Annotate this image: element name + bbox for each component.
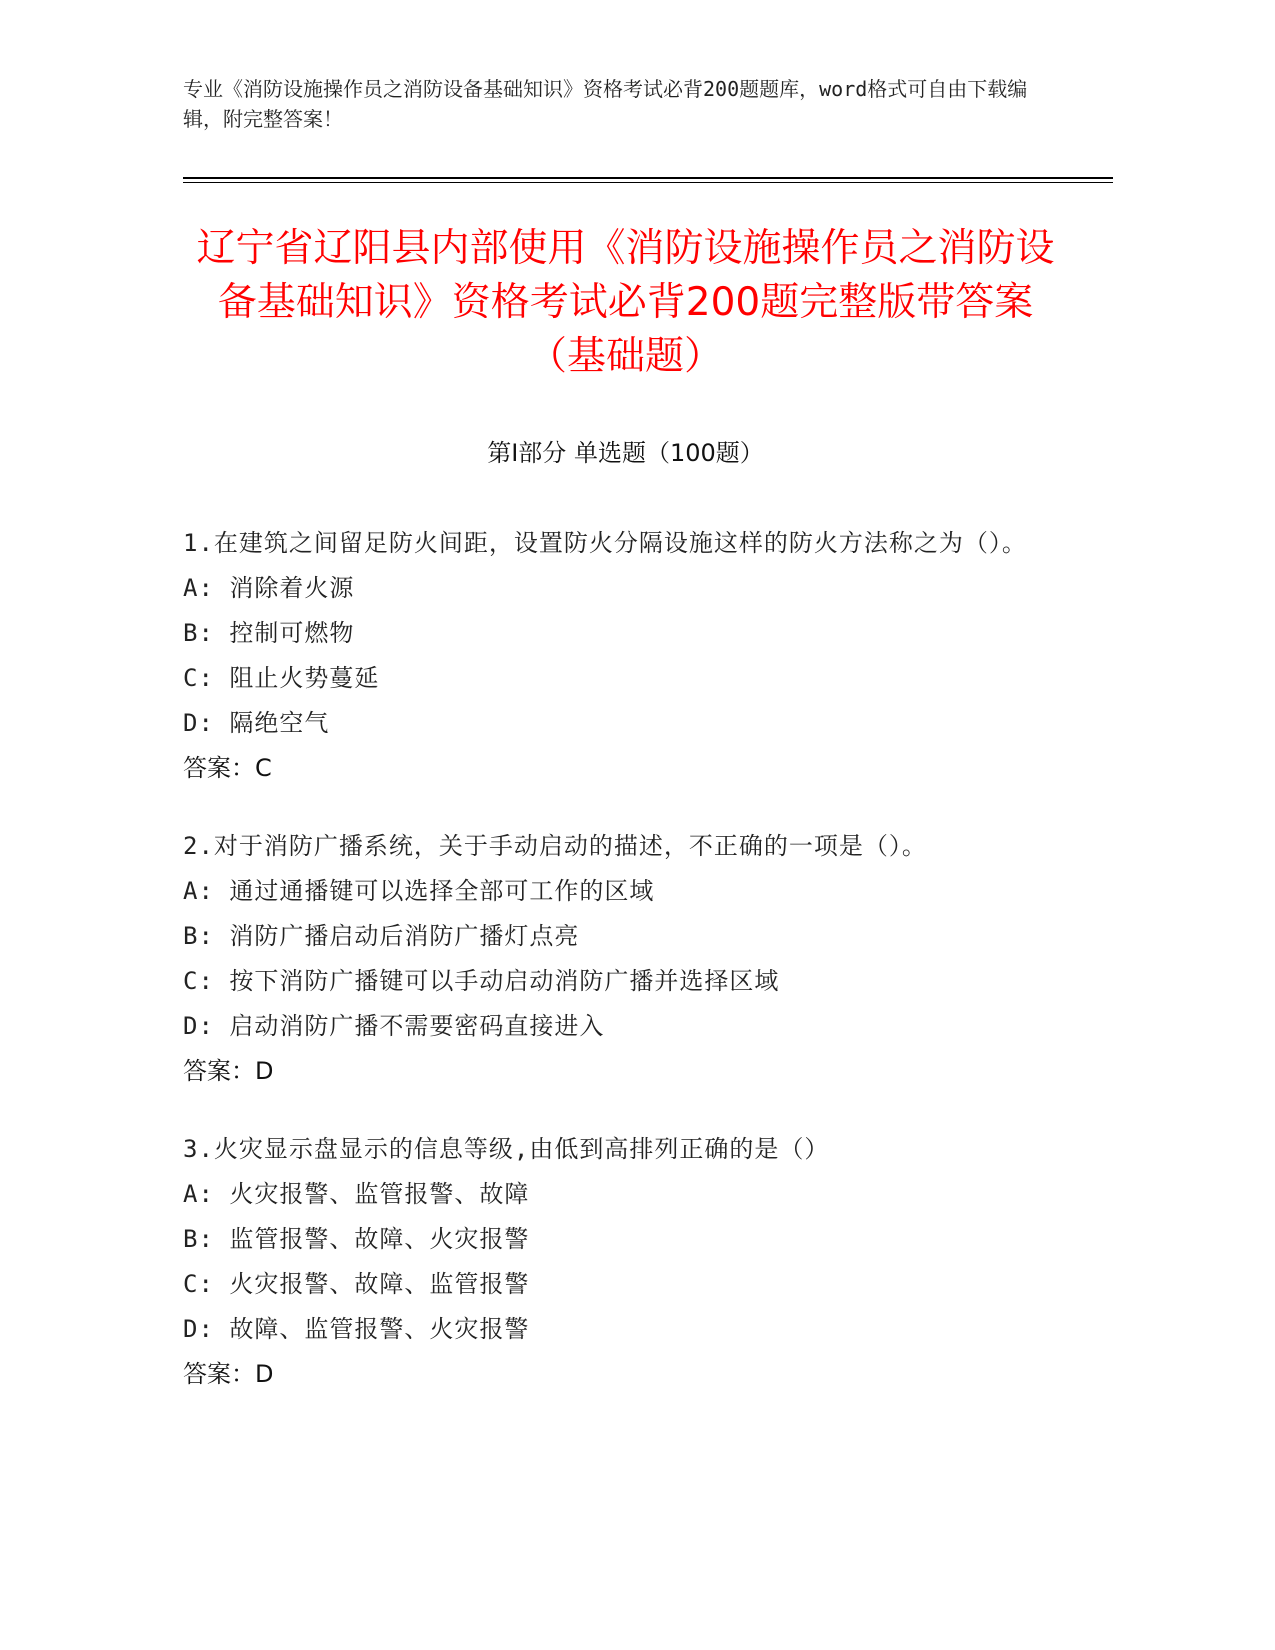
- question-answer: 答案：D: [183, 1360, 274, 1388]
- question-option-d: D: 故障、监管报警、火灾报警: [183, 1315, 530, 1343]
- question-option-c: C: 阻止火势蔓延: [183, 664, 380, 692]
- header-divider-thin: [183, 182, 1113, 183]
- header-divider-thick: [183, 177, 1113, 179]
- header-note: 专业《消防设施操作员之消防设备基础知识》资格考试必背200题题库，word格式可自由下载编辑，附完整答案！: [183, 77, 1028, 131]
- question-option-a: A: 通过通播键可以选择全部可工作的区域: [183, 877, 655, 905]
- question-option-a: A: 消除着火源: [183, 574, 355, 602]
- question-option-b: B: 控制可燃物: [183, 619, 355, 647]
- question-item: [183, 521, 1063, 791]
- question-option-a: A: 火灾报警、监管报警、故障: [183, 1180, 530, 1208]
- question-answer: 答案：C: [183, 754, 272, 782]
- question-option-d: D: 隔绝空气: [183, 709, 330, 737]
- question-list: [183, 521, 1063, 1430]
- question-answer: 答案：D: [183, 1057, 274, 1085]
- question-option-b: B: 消防广播启动后消防广播灯点亮: [183, 922, 580, 950]
- section-heading: 第Ⅰ部分 单选题（100题）: [487, 439, 764, 467]
- question-option-c: C: 火灾报警、故障、监管报警: [183, 1270, 530, 1298]
- question-stem: 3.火灾显示盘显示的信息等级,由低到高排列正确的是（）: [183, 1135, 830, 1163]
- question-item: [183, 1127, 1063, 1397]
- question-stem: 1.在建筑之间留足防火间距，设置防火分隔设施这样的防火方法称之为（）。: [183, 529, 1027, 557]
- question-item: [183, 824, 1063, 1094]
- question-option-b: B: 监管报警、故障、火灾报警: [183, 1225, 530, 1253]
- document-title: 辽宁省辽阳县内部使用《消防设施操作员之消防设备基础知识》资格考试必背200题完整版带答案（基础题）: [196, 226, 1055, 379]
- question-option-c: C: 按下消防广播键可以手动启动消防广播并选择区域: [183, 967, 780, 995]
- question-option-d: D: 启动消防广播不需要密码直接进入: [183, 1012, 605, 1040]
- question-stem: 2.对于消防广播系统，关于手动启动的描述，不正确的一项是（）。: [183, 832, 927, 860]
